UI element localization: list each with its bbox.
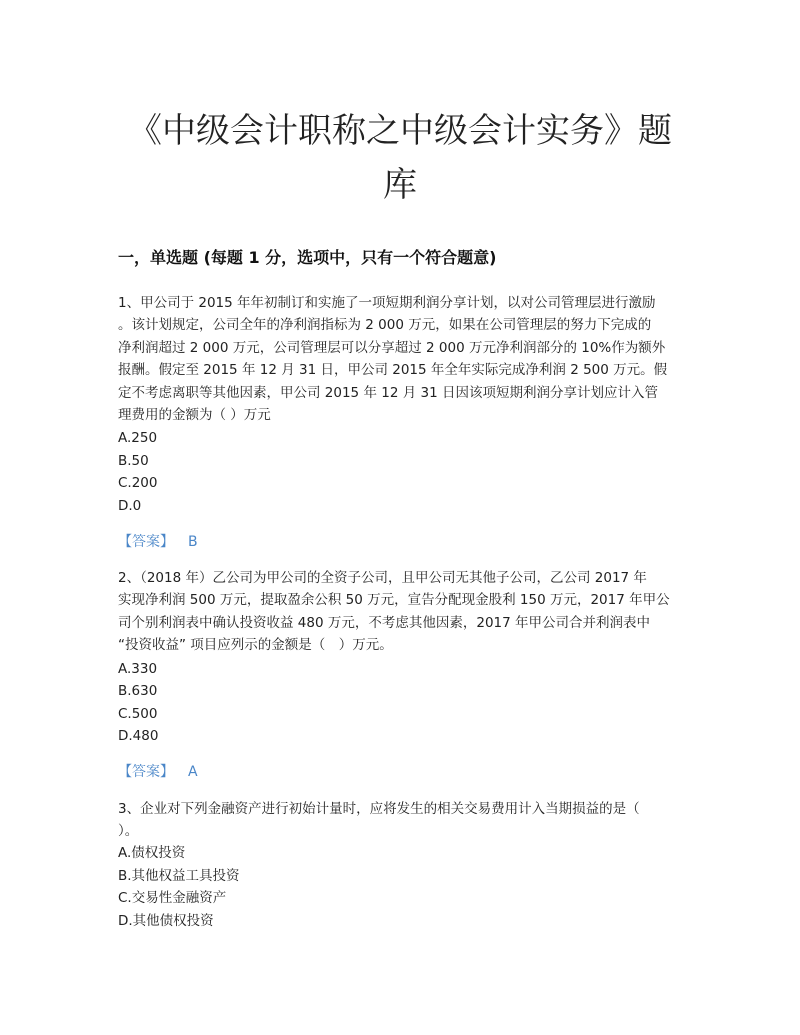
- question-1-line: 理费用的金额为（ ）万元: [118, 407, 271, 424]
- question-2-line: 实现净利润 500 万元，提取盈余公积 50 万元，宣告分配现金股利 150 万元，2017 年甲公: [118, 592, 670, 609]
- question-1-option-b: B.50: [118, 453, 149, 469]
- question-1-line: 。该计划规定，公司全年的净利润指标为 2 000 万元，如果在公司管理层的努力下完成的: [118, 317, 652, 334]
- question-2-line: 2、（2018 年）乙公司为甲公司的全资子公司，且甲公司无其他子公司，乙公司 2017 年: [118, 570, 647, 586]
- question-2-option-d: D.480: [118, 728, 159, 744]
- answer-label: 【答案】: [118, 764, 174, 780]
- question-3-option-c: C.交易性金融资产: [118, 890, 227, 906]
- question-3-option-a: A.债权投资: [118, 845, 186, 861]
- question-1-line: 报酬。假定至 2015 年 12 月 31 日，甲公司 2015 年全年实际完成净利润 2 500 万元。假: [118, 362, 668, 379]
- question-3-stem: [118, 798, 684, 843]
- question-2-option-c: C.500: [118, 706, 158, 722]
- document-title-line-2: 库: [383, 165, 417, 205]
- answer-label: 【答案】: [118, 534, 174, 550]
- section-heading: 一，单选题 (每题 1 分，选项中，只有一个符合题意): [118, 248, 497, 267]
- question-2-line: “投资收益” 项目应列示的金额是（ ）万元。: [118, 637, 393, 654]
- question-1-line: 1、甲公司于 2015 年年初制订和实施了一项短期利润分享计划，以对公司管理层进行激励: [118, 295, 656, 311]
- question-3-line: ）。: [118, 823, 139, 840]
- question-2-stem: [118, 567, 684, 657]
- answer-value: A: [188, 764, 198, 780]
- question-3-line: 3、企业对下列金融资产进行初始计量时，应将发生的相关交易费用计入当期损益的是（: [118, 801, 640, 817]
- question-1-option-c: C.200: [118, 475, 158, 491]
- question-1-line: 定不考虑离职等其他因素，甲公司 2015 年 12 月 31 日因该项短期利润分享计划应计入管: [118, 384, 658, 401]
- question-3-option-b: B.其他权益工具投资: [118, 868, 240, 884]
- question-2-option-b: B.630: [118, 683, 158, 699]
- question-3-option-d: D.其他债权投资: [118, 913, 214, 929]
- document-title-line-1: 《中级会计职称之中级会计实务》题: [128, 111, 672, 151]
- question-1-option-d: D.0: [118, 498, 142, 514]
- question-1-stem: [118, 292, 684, 426]
- question-2-line: 司个别利润表中确认投资收益 480 万元，不考虑其他因素，2017 年甲公司合并利润表中: [118, 614, 650, 631]
- question-1-answer: [118, 532, 198, 552]
- question-2-answer: [118, 762, 198, 782]
- answer-value: B: [188, 534, 198, 550]
- question-1-option-a: A.250: [118, 430, 158, 446]
- question-2-option-a: A.330: [118, 661, 158, 677]
- question-1-line: 净利润超过 2 000 万元，公司管理层可以分享超过 2 000 万元净利润部分的 10%作为额外: [118, 339, 666, 356]
- document-title: [60, 104, 740, 212]
